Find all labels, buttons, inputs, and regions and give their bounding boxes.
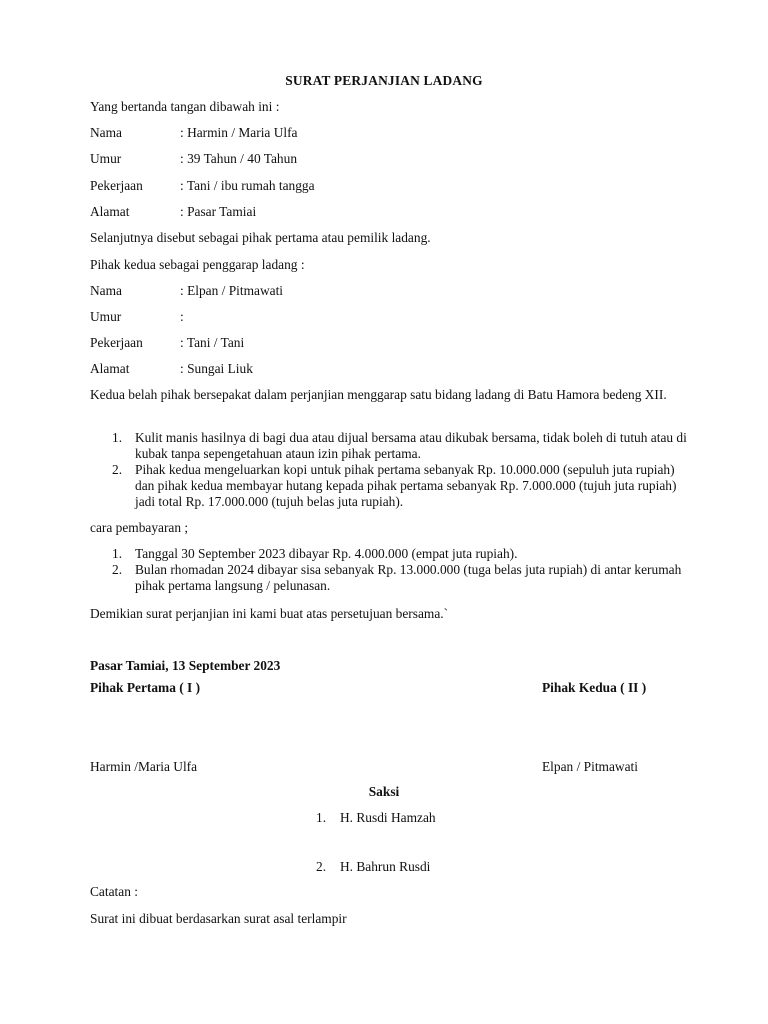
party1-sign-name: Harmin /Maria Ulfa — [90, 759, 198, 774]
party2-intro: Pihak kedua sebagai penggarap ladang : — [90, 257, 305, 272]
note-label: Catatan : — [90, 884, 138, 899]
payment-text: Tanggal 30 September 2023 dibayar Rp. 4.000.000 (empat juta rupiah). — [135, 546, 518, 561]
party2-sign-label: Pihak Kedua ( II ) — [542, 680, 647, 695]
place-date: Pasar Tamiai, 13 September 2023 — [90, 658, 281, 673]
list-item — [90, 430, 690, 462]
party2-job-row — [90, 335, 244, 351]
party1-sign-label: Pihak Pertama ( I ) — [90, 680, 201, 695]
payment-text: Bulan rhomadan 2024 dibayar sisa sebanyak Rp. 13.000.000 (tuga belas juta rupiah) di antar kerumah pihak pertama langsung / pelunasan. — [135, 562, 682, 593]
party2-sign-name: Elpan / Pitmawati — [542, 759, 638, 774]
party2-address-label: Alamat — [90, 361, 130, 376]
party1-job-row — [90, 178, 315, 194]
party2-name-row — [90, 283, 283, 299]
party1-address-row — [90, 204, 256, 220]
list-item — [90, 462, 690, 510]
party2-name-label: Nama — [90, 283, 122, 298]
witness-number: 1. — [316, 810, 327, 825]
party1-name-value: : Harmin / Maria Ulfa — [180, 125, 298, 140]
payment-number: 2. — [112, 562, 123, 577]
party1-age-label: Umur — [90, 151, 122, 166]
intro-text: Yang bertanda tangan dibawah ini : — [90, 99, 280, 114]
party1-age-value: : 39 Tahun / 40 Tahun — [180, 151, 298, 166]
party1-note: Selanjutnya disebut sebagai pihak pertama atau pemilik ladang. — [90, 230, 431, 245]
agreement-paragraph: Kedua belah pihak bersepakat dalam perjanjian menggarap satu bidang ladang di Batu Hamora bedeng XII. — [90, 387, 667, 402]
party1-name-row — [90, 125, 298, 141]
party2-age-row — [90, 309, 184, 325]
witness-number: 2. — [316, 859, 327, 874]
witness-2 — [316, 859, 430, 875]
party1-job-value: : Tani / ibu rumah tangga — [180, 178, 315, 193]
witness-name: H. Bahrun Rusdi — [340, 859, 431, 874]
party1-job-label: Pekerjaan — [90, 178, 143, 193]
closing-text: Demikian surat perjanjian ini kami buat atas persetujuan bersama.` — [90, 606, 449, 621]
party2-name-value: : Elpan / Pitmawati — [180, 283, 284, 298]
party1-age-row — [90, 151, 297, 167]
note-text: Surat ini dibuat berdasarkan surat asal terlampir — [90, 911, 347, 926]
payment-number: 1. — [112, 546, 123, 561]
party2-job-value: : Tani / Tani — [180, 335, 245, 350]
payments-list — [90, 546, 690, 594]
party1-name-label: Nama — [90, 125, 122, 140]
party2-address-row — [90, 361, 253, 377]
term-text: Kulit manis hasilnya di bagi dua atau dijual bersama atau dikubak bersama, tidak boleh di tutuh atau di kubak tanpa sepengetahuan ataun izin pihak pertama. — [135, 430, 687, 461]
party1-address-value: : Pasar Tamiai — [180, 204, 257, 219]
witness-name: H. Rusdi Hamzah — [340, 810, 436, 825]
witness-1 — [316, 810, 436, 826]
terms-list — [90, 430, 690, 510]
list-item — [90, 546, 690, 562]
witness-label: Saksi — [368, 784, 400, 799]
term-number: 1. — [112, 430, 123, 445]
party2-age-value: : — [180, 309, 184, 324]
list-item — [90, 562, 690, 594]
payment-intro: cara pembayaran ; — [90, 520, 189, 535]
party2-job-label: Pekerjaan — [90, 335, 143, 350]
document-title: SURAT PERJANJIAN LADANG — [285, 73, 483, 88]
term-number: 2. — [112, 462, 123, 477]
party2-address-value: : Sungai Liuk — [180, 361, 253, 376]
term-text: Pihak kedua mengeluarkan kopi untuk pihak pertama sebanyak Rp. 10.000.000 (sepuluh juta rupiah) dan pihak kedua membayar hutang kepada pihak pertama sebanyak Rp. 7.000.000 (tujuh juta rupiah) jadi total Rp. 17.000.000 (tujuh belas juta rupiah). — [135, 462, 677, 509]
party1-address-label: Alamat — [90, 204, 130, 219]
party2-age-label: Umur — [90, 309, 122, 324]
